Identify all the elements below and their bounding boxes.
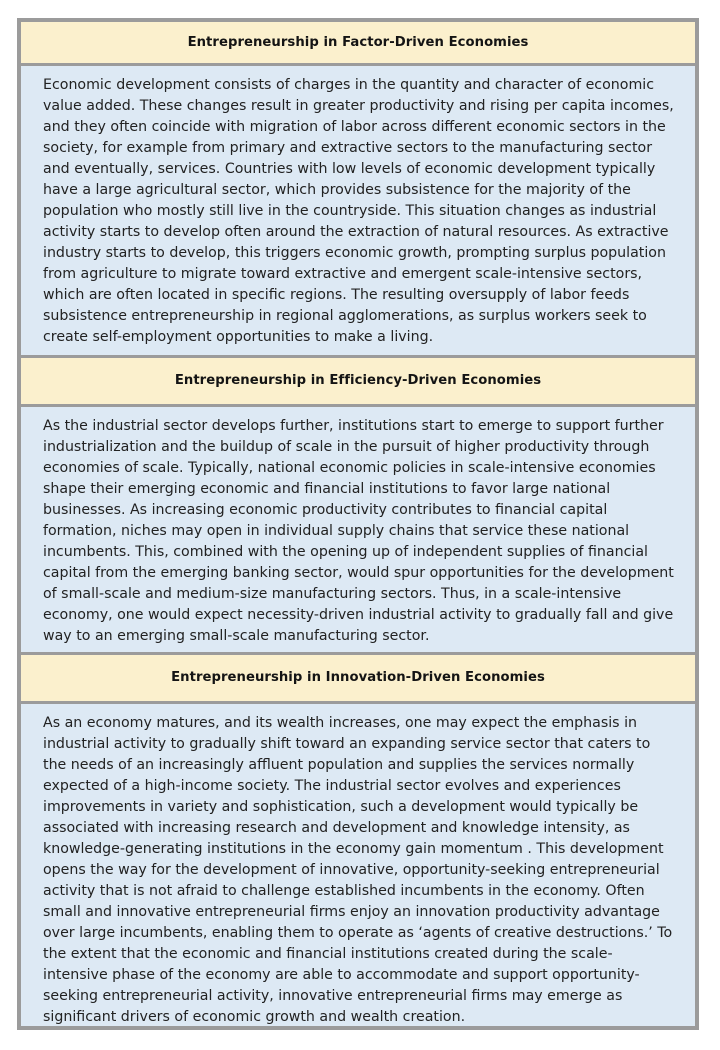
section-heading-innovation-driven: Entrepreneurship in Innovation-Driven Economies bbox=[21, 655, 695, 701]
section-text-innovation-driven: As an economy matures, and its wealth increases, one may expect the emphasis in industrial activity to gradually shift toward an expanding service sector that caters to the needs of an increasingly affluent population and supplies the services normally expected of a high-income society. The industrial sector evolves and experiences improvements in variety and sophistication, such a development would typically be associated with increasing research and development and knowledge intensity, as knowledge-generating institutions in the economy gain momentum . This development opens the way for the development of innovative, opportunity-seeking entrepreneurial activity that is not afraid to challenge established incumbents in the economy. Often small and innovative entrepreneurial firms enjoy an innovation productivity advantage over large incumbents, enabling them to operate as ‘agents of creative destructions.’ To the extent that the economic and financial institutions created during the scale-intensive phase of the economy are able to accommodate and support opportunity-seeking entrepreneurial activity, innovative entrepreneurial firms may emerge as significant drivers of economic growth and wealth creation. bbox=[21, 704, 695, 1026]
section-text-factor-driven: Economic development consists of charges in the quantity and character of economic value added. These changes result in greater productivity and rising per capita incomes, and they often coincide with migration of labor across different economic sectors in the society, for example from primary and extractive sectors to the manufacturing sector and eventually, services. Countries with low levels of economic development typically have a large agricultural sector, which provides subsistence for the majority of the population who mostly still live in the countryside. This situation changes as industrial activity starts to develop often around the extraction of natural resources. As extractive industry starts to develop, this triggers economic growth, prompting surplus population from agriculture to migrate toward extractive and emergent scale-intensive sectors, which are often located in specific regions. The resulting oversupply of labor feeds subsistence entrepreneurship in regional agglomerations, as surplus workers seek to create self-employment opportunities to make a living. bbox=[21, 66, 695, 354]
section-heading-efficiency-driven: Entrepreneurship in Efficiency-Driven Economies bbox=[21, 358, 695, 404]
section-heading-factor-driven: Entrepreneurship in Factor-Driven Economies bbox=[21, 22, 695, 63]
section-text-efficiency-driven: As the industrial sector develops further, institutions start to emerge to support further industrialization and the buildup of scale in the pursuit of higher productivity through economies of scale. Typically, national economic policies in scale-intensive economies shape their emerging economic and financial institutions to favor large national businesses. As increasing economic productivity contributes to financial capital formation, niches may open in individual supply chains that service these national incumbents. This, combined with the opening up of independent supplies of financial capital from the emerging banking sector, would spur opportunities for the development of small-scale and medium-size manufacturing sectors. Thus, in a scale-intensive economy, one would expect necessity-driven industrial activity to gradually fall and give way to an emerging small-scale manufacturing sector. bbox=[21, 407, 695, 652]
sidebar-box bbox=[17, 18, 699, 1030]
sidebar-panels bbox=[21, 22, 695, 1026]
